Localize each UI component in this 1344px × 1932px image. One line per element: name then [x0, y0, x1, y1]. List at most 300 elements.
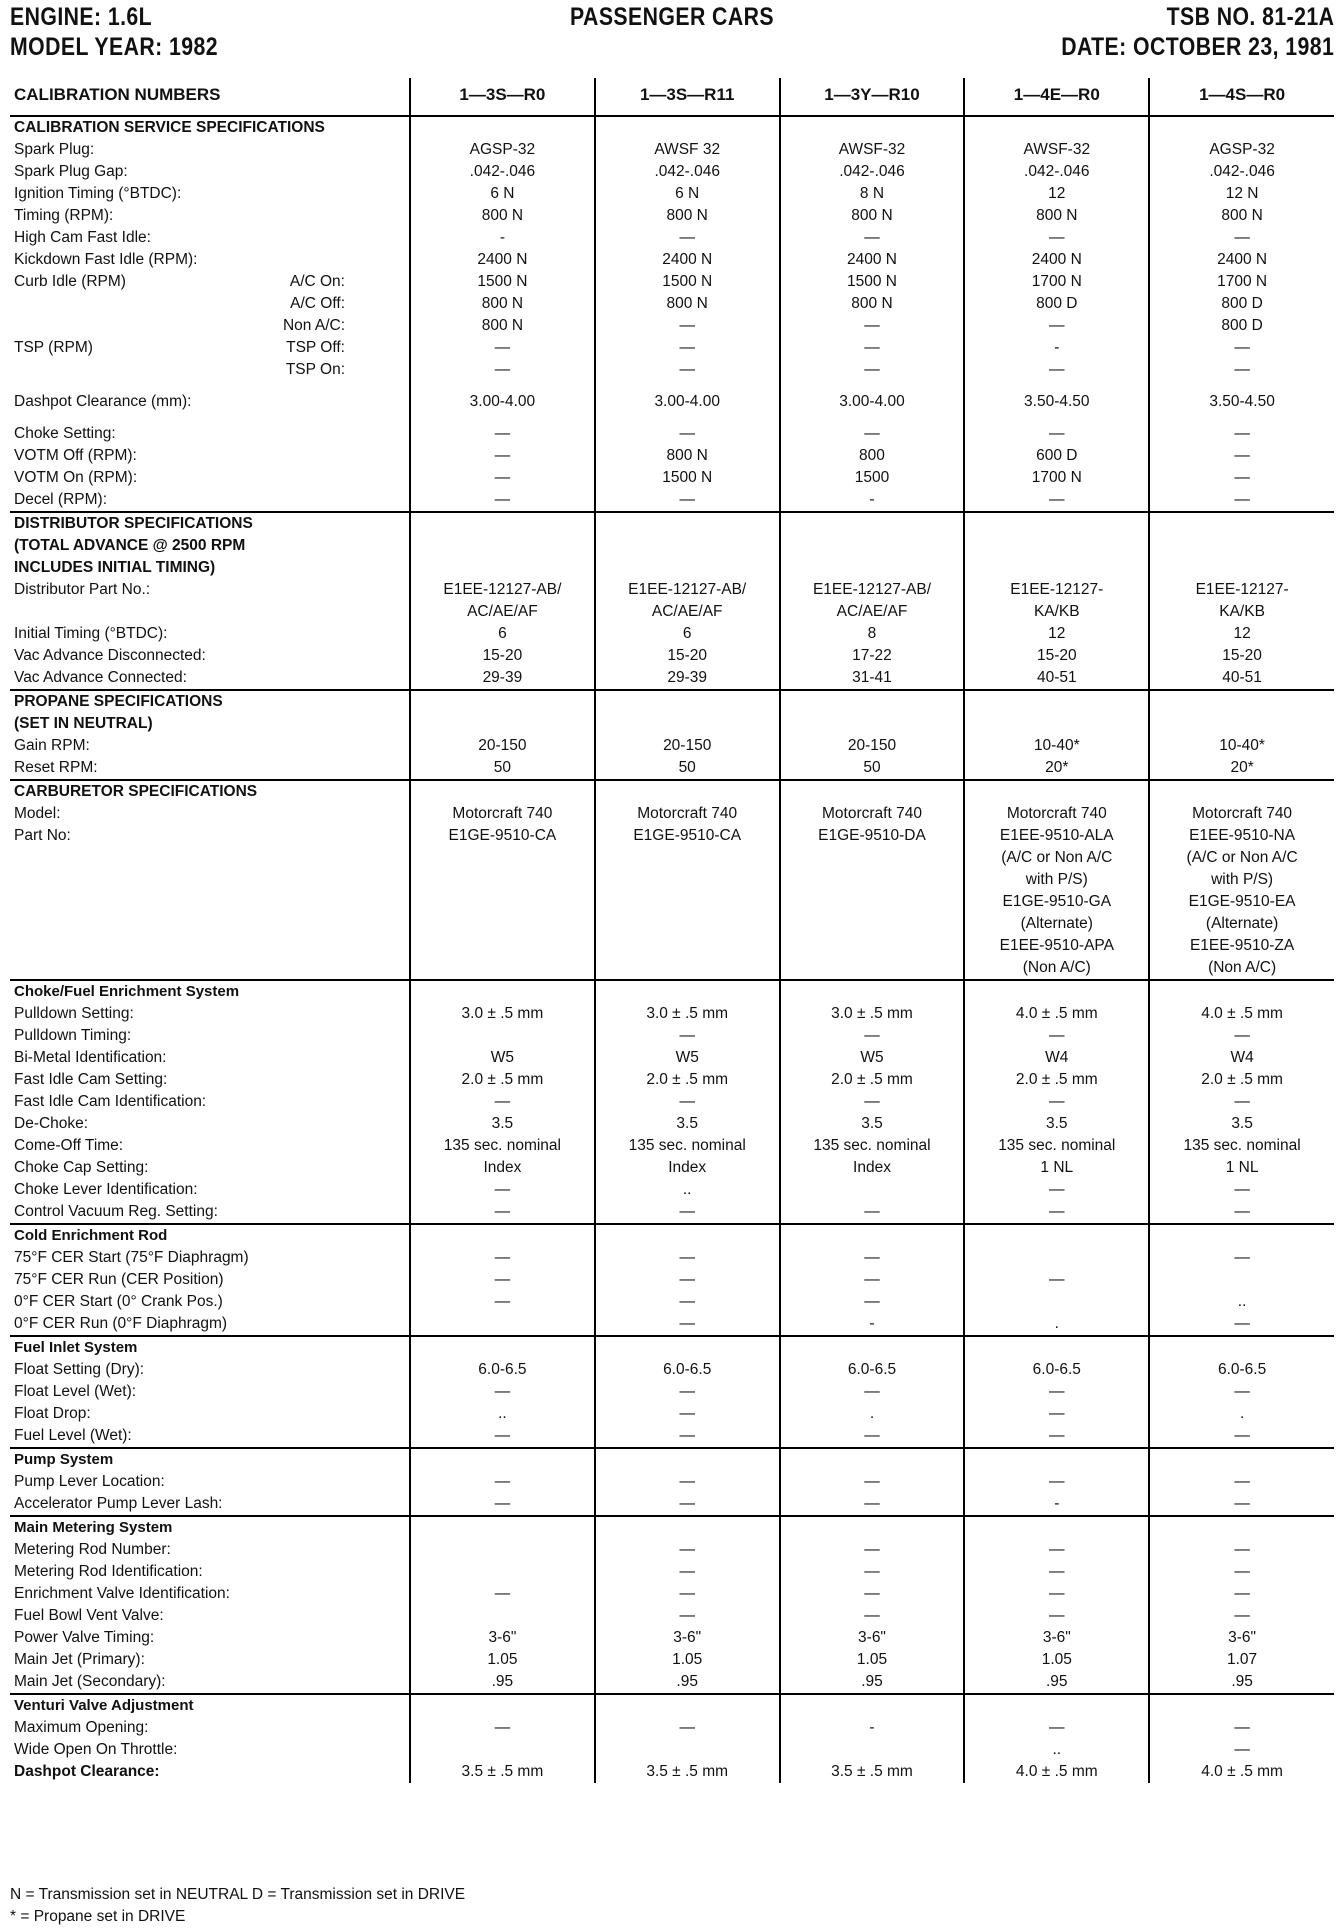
spec-label: Part No:	[14, 827, 71, 844]
document-category: PASSENGER CARS	[570, 3, 774, 31]
section-heading-row	[10, 690, 1334, 713]
spec-row	[10, 423, 1334, 445]
spec-value: —	[964, 1201, 1149, 1224]
spec-value: 2400 N	[1149, 249, 1334, 271]
spec-value: —	[1149, 1583, 1334, 1605]
spec-value: 800 N	[780, 293, 965, 315]
calibration-column-header: 1—3S—R0	[410, 78, 595, 116]
value-cell-empty	[780, 1224, 965, 1247]
spec-value: —	[595, 1381, 780, 1403]
spec-value: —	[595, 359, 780, 381]
spec-label	[10, 957, 410, 980]
spec-value: 1.05	[410, 1649, 595, 1671]
spec-value: —	[410, 1381, 595, 1403]
engine-label: ENGINE: 1.6L	[10, 3, 153, 31]
spec-value: AWSF-32	[780, 139, 965, 161]
section-heading-row	[10, 1694, 1334, 1717]
value-cell-empty	[410, 1694, 595, 1717]
spec-value: 3.0 ± .5 mm	[410, 1003, 595, 1025]
spec-row	[10, 315, 1334, 337]
spec-value: —	[1149, 1561, 1334, 1583]
spec-label: Reset RPM:	[14, 759, 98, 776]
spec-value: E1GE-9510-CA	[595, 825, 780, 847]
spec-row	[10, 1761, 1334, 1783]
spec-value: W4	[1149, 1047, 1334, 1069]
value-cell-empty	[595, 1694, 780, 1717]
spec-value: —	[1149, 1381, 1334, 1403]
spec-value: 40-51	[1149, 667, 1334, 690]
spec-value	[595, 913, 780, 935]
spec-value: W4	[964, 1047, 1149, 1069]
spec-value: 20*	[1149, 757, 1334, 780]
spec-row	[10, 359, 1334, 381]
spec-value: 2400 N	[410, 249, 595, 271]
value-cell-empty	[410, 713, 595, 735]
spec-label	[10, 935, 410, 957]
spec-value: E1EE-9510-ALA	[964, 825, 1149, 847]
spec-value: 1500 N	[595, 467, 780, 489]
spec-value: 29-39	[410, 667, 595, 690]
spec-value: E1EE-12127-	[964, 579, 1149, 601]
spec-label: Control Vacuum Reg. Setting:	[14, 1203, 218, 1220]
spec-value: 15-20	[964, 645, 1149, 667]
value-cell-empty	[410, 690, 595, 713]
spec-value: —	[410, 489, 595, 512]
value-cell-empty	[410, 557, 595, 579]
value-cell-empty	[595, 980, 780, 1003]
spec-row	[10, 735, 1334, 757]
spec-value: —	[410, 445, 595, 467]
spec-value	[410, 1561, 595, 1583]
subsection-heading: Venturi Valve Adjustment	[10, 1694, 410, 1717]
spec-value: —	[964, 1539, 1149, 1561]
spec-row	[10, 1359, 1334, 1381]
spec-value: 3.00-4.00	[595, 391, 780, 413]
spec-row	[10, 293, 1334, 315]
spec-value: 6.0-6.5	[1149, 1359, 1334, 1381]
spec-value: 800 N	[595, 205, 780, 227]
spec-label: Spark Plug Gap:	[14, 163, 128, 180]
section-heading: (SET IN NEUTRAL)	[14, 715, 153, 732]
spec-value: 800 D	[1149, 315, 1334, 337]
subsection-heading: Main Metering System	[10, 1516, 410, 1539]
spec-value: 1700 N	[964, 271, 1149, 293]
spec-value: .95	[780, 1671, 965, 1694]
spec-value	[780, 957, 965, 980]
spec-value	[595, 847, 780, 869]
spec-value	[780, 869, 965, 891]
value-cell-empty	[1149, 780, 1334, 803]
spec-value: .042-.046	[410, 161, 595, 183]
spec-label: Float Level (Wet):	[14, 1383, 137, 1400]
spec-qualifier: A/C Off:	[290, 295, 345, 312]
spec-value: E1EE-12127-AB/	[595, 579, 780, 601]
spec-label: Pump Lever Location:	[14, 1473, 165, 1490]
value-cell-empty	[780, 1516, 965, 1539]
spec-label: Come-Off Time:	[14, 1137, 124, 1154]
spec-row	[10, 1539, 1334, 1561]
spec-row	[10, 337, 1334, 359]
spec-row	[10, 1135, 1334, 1157]
spec-value: 3.0 ± .5 mm	[780, 1003, 965, 1025]
spec-value: —	[1149, 337, 1334, 359]
value-cell-empty	[780, 780, 965, 803]
spec-label: Choke Setting:	[14, 425, 116, 442]
tsb-number: TSB NO. 81-21A	[1166, 3, 1334, 31]
calibration-header-row	[10, 78, 1334, 116]
spec-value: 800 D	[1149, 293, 1334, 315]
spec-row	[10, 1627, 1334, 1649]
spec-value: 3.5	[410, 1113, 595, 1135]
spec-value: 4.0 ± .5 mm	[964, 1761, 1149, 1783]
spec-row	[10, 757, 1334, 780]
spec-row	[10, 579, 1334, 601]
spec-value: —	[964, 1583, 1149, 1605]
spec-row	[10, 391, 1334, 413]
value-cell-empty	[964, 1448, 1149, 1471]
tsb-date: DATE: OCTOBER 23, 1981	[1060, 33, 1334, 61]
spec-value	[410, 1025, 595, 1047]
spec-label: Spark Plug:	[14, 141, 95, 158]
spec-value: 3.5	[595, 1113, 780, 1135]
spacer-cell	[10, 413, 410, 423]
spec-row	[10, 1561, 1334, 1583]
spec-label	[10, 847, 410, 869]
spec-value: —	[595, 1539, 780, 1561]
spec-value: —	[595, 1247, 780, 1269]
spec-qualifier: TSP On:	[285, 361, 345, 378]
spec-value: AGSP-32	[410, 139, 595, 161]
spec-value: 20-150	[780, 735, 965, 757]
spec-value: —	[595, 1583, 780, 1605]
spec-qualifier: TSP Off:	[286, 339, 345, 356]
spec-value: ..	[964, 1739, 1149, 1761]
spec-value: 800 D	[964, 293, 1149, 315]
spec-value: 135 sec. nominal	[595, 1135, 780, 1157]
spec-value: 3-6"	[964, 1627, 1149, 1649]
spec-value: with P/S)	[964, 869, 1149, 891]
spec-value: -	[964, 1493, 1149, 1516]
spec-value: —	[780, 1561, 965, 1583]
calibration-column-header: 1—4S—R0	[1149, 78, 1334, 116]
spec-value: 3.5	[780, 1113, 965, 1135]
spec-value: —	[1149, 1201, 1334, 1224]
value-cell-empty	[1149, 535, 1334, 557]
spec-value: .042-.046	[595, 161, 780, 183]
value-cell-empty	[1149, 1448, 1334, 1471]
spec-value: Index	[595, 1157, 780, 1179]
spec-value: —	[410, 1493, 595, 1516]
spec-value: Motorcraft 740	[595, 803, 780, 825]
spec-value: —	[964, 359, 1149, 381]
spec-row	[10, 1091, 1334, 1113]
spec-value: 800 N	[595, 293, 780, 315]
value-cell-empty	[780, 1694, 965, 1717]
spec-value: —	[780, 1471, 965, 1493]
spec-value: 50	[410, 757, 595, 780]
spec-value: —	[595, 1291, 780, 1313]
spec-value: E1EE-12127-	[1149, 579, 1334, 601]
spec-value: 800 N	[780, 205, 965, 227]
spec-value: 1 NL	[964, 1157, 1149, 1179]
spacer-cell	[410, 413, 595, 423]
spec-row	[10, 489, 1334, 512]
spec-value: 6.0-6.5	[780, 1359, 965, 1381]
spec-value: —	[1149, 1493, 1334, 1516]
spec-value: E1GE-9510-DA	[780, 825, 965, 847]
spec-value: (Alternate)	[964, 913, 1149, 935]
spec-label	[10, 869, 410, 891]
spec-value	[964, 1247, 1149, 1269]
spec-label	[10, 337, 410, 359]
spec-label: Main Jet (Secondary):	[14, 1673, 166, 1690]
spec-value: —	[964, 1717, 1149, 1739]
spec-label: 75°F CER Run (CER Position)	[14, 1271, 224, 1288]
spec-label: De-Choke:	[14, 1115, 89, 1132]
spec-value: KA/KB	[1149, 601, 1334, 623]
value-cell-empty	[780, 512, 965, 535]
spec-value	[780, 913, 965, 935]
spec-value: —	[1149, 1471, 1334, 1493]
spec-value: AWSF-32	[964, 139, 1149, 161]
spec-label: Dashpot Clearance:	[14, 1763, 160, 1780]
value-cell-empty	[780, 557, 965, 579]
spec-value: 4.0 ± .5 mm	[1149, 1761, 1334, 1783]
spacer-cell	[780, 413, 965, 423]
spec-value: E1EE-9510-NA	[1149, 825, 1334, 847]
value-cell-empty	[595, 1224, 780, 1247]
spec-value: W5	[595, 1047, 780, 1069]
spec-value: 800 N	[964, 205, 1149, 227]
value-cell-empty	[780, 690, 965, 713]
spec-label-text: Curb Idle (RPM)	[14, 273, 126, 290]
spec-value: —	[964, 1269, 1149, 1291]
spec-value: —	[595, 1313, 780, 1336]
section-heading-row	[10, 1448, 1334, 1471]
spec-value: E1EE-12127-AB/	[780, 579, 965, 601]
spec-value: —	[964, 489, 1149, 512]
spec-label: 0°F CER Start (0° Crank Pos.)	[14, 1293, 223, 1310]
spec-value: —	[595, 1091, 780, 1113]
spec-label: Choke Lever Identification:	[14, 1181, 198, 1198]
footnote-transmission: N = Transmission set in NEUTRAL D = Transmission set in DRIVE	[10, 1886, 466, 1903]
section-heading-row	[10, 116, 1334, 139]
value-cell-empty	[780, 116, 965, 139]
spec-value: .95	[1149, 1671, 1334, 1694]
spec-label: Pulldown Setting:	[14, 1005, 134, 1022]
spec-value: ..	[1149, 1291, 1334, 1313]
spec-row	[10, 1157, 1334, 1179]
spec-label: High Cam Fast Idle:	[14, 229, 151, 246]
value-cell-empty	[964, 980, 1149, 1003]
spec-row	[10, 1201, 1334, 1224]
section-heading-row	[10, 1516, 1334, 1539]
spec-value: -	[780, 1717, 965, 1739]
spec-value: 3.50-4.50	[1149, 391, 1334, 413]
value-cell-empty	[410, 1448, 595, 1471]
spec-value: (Non A/C)	[964, 957, 1149, 980]
spec-value: 50	[780, 757, 965, 780]
spec-value: —	[595, 489, 780, 512]
spec-value: -	[780, 489, 965, 512]
spec-value: 1500 N	[595, 271, 780, 293]
spec-label	[10, 601, 410, 623]
spec-value: —	[595, 315, 780, 337]
spec-value: —	[1149, 227, 1334, 249]
spec-value: 800 N	[410, 205, 595, 227]
spec-value: E1GE-9510-GA	[964, 891, 1149, 913]
spec-row	[10, 1291, 1334, 1313]
spec-value: 600 D	[964, 445, 1149, 467]
spec-value: E1GE-9510-CA	[410, 825, 595, 847]
spec-label: VOTM On (RPM):	[14, 469, 138, 486]
spec-value: 1 NL	[1149, 1157, 1334, 1179]
subsection-heading: Cold Enrichment Rod	[10, 1224, 410, 1247]
spec-value: 6	[595, 623, 780, 645]
value-cell-empty	[595, 1448, 780, 1471]
spec-value: —	[964, 1403, 1149, 1425]
spec-value: 3.00-4.00	[410, 391, 595, 413]
value-cell-empty	[595, 116, 780, 139]
value-cell-empty	[964, 535, 1149, 557]
spec-value: ..	[595, 1179, 780, 1201]
spec-row	[10, 847, 1334, 869]
spec-row	[10, 445, 1334, 467]
spec-value: 6.0-6.5	[964, 1359, 1149, 1381]
spec-value: 6	[410, 623, 595, 645]
spec-value: 3.50-4.50	[964, 391, 1149, 413]
spec-value: 6 N	[595, 183, 780, 205]
value-cell-empty	[780, 980, 965, 1003]
value-cell-empty	[595, 1516, 780, 1539]
spec-label: Vac Advance Disconnected:	[14, 647, 206, 664]
spec-value: —	[595, 1201, 780, 1224]
spec-label: Fast Idle Cam Setting:	[14, 1071, 168, 1088]
spec-value: —	[1149, 1313, 1334, 1336]
spec-row	[10, 1247, 1334, 1269]
spec-label	[10, 359, 410, 381]
spec-value: 1.05	[595, 1649, 780, 1671]
spec-value: -	[410, 227, 595, 249]
spec-value: —	[1149, 1179, 1334, 1201]
spec-label: Gain RPM:	[14, 737, 90, 754]
spec-label: Enrichment Valve Identification:	[14, 1585, 230, 1602]
spec-row	[10, 1403, 1334, 1425]
spec-value: 29-39	[595, 667, 780, 690]
spec-value: —	[780, 1493, 965, 1516]
spec-label: Float Setting (Dry):	[14, 1361, 145, 1378]
spacer-cell	[595, 413, 780, 423]
spec-value	[595, 957, 780, 980]
spec-value: —	[780, 337, 965, 359]
section-heading-row	[10, 1224, 1334, 1247]
spec-row	[10, 1425, 1334, 1448]
spec-value: —	[780, 227, 965, 249]
spec-value: —	[595, 1425, 780, 1448]
spec-value: (A/C or Non A/C	[1149, 847, 1334, 869]
spec-value: .042-.046	[780, 161, 965, 183]
spec-value: —	[780, 1091, 965, 1113]
spec-value: —	[964, 1381, 1149, 1403]
spec-value: 4.0 ± .5 mm	[1149, 1003, 1334, 1025]
spec-value: —	[595, 1493, 780, 1516]
value-cell-empty	[1149, 1224, 1334, 1247]
spec-value: —	[780, 1539, 965, 1561]
spacer-cell	[964, 413, 1149, 423]
spec-row	[10, 1113, 1334, 1135]
spec-value: 10-40*	[964, 735, 1149, 757]
spec-value: 8 N	[780, 183, 965, 205]
value-cell-empty	[964, 116, 1149, 139]
spec-value: —	[964, 1025, 1149, 1047]
spec-value	[410, 891, 595, 913]
spec-value: —	[964, 423, 1149, 445]
spec-value: —	[1149, 1425, 1334, 1448]
spec-value: —	[410, 1425, 595, 1448]
value-cell-empty	[964, 1694, 1149, 1717]
spec-value: 17-22	[780, 645, 965, 667]
spec-value: 15-20	[1149, 645, 1334, 667]
spec-value: 1500	[780, 467, 965, 489]
value-cell-empty	[410, 512, 595, 535]
spec-value: —	[780, 315, 965, 337]
section-heading-row	[10, 557, 1334, 579]
spec-value	[410, 847, 595, 869]
value-cell-empty	[964, 1336, 1149, 1359]
value-cell-empty	[964, 557, 1149, 579]
spec-row	[10, 1313, 1334, 1336]
spec-label: Main Jet (Primary):	[14, 1651, 145, 1668]
spec-value: —	[410, 337, 595, 359]
calibration-column-header: 1—3S—R11	[595, 78, 780, 116]
spec-value: —	[780, 1025, 965, 1047]
spec-label: Dashpot Clearance (mm):	[14, 393, 192, 410]
spec-label: 0°F CER Run (0°F Diaphragm)	[14, 1315, 228, 1332]
spec-row	[10, 183, 1334, 205]
value-cell-empty	[410, 116, 595, 139]
value-cell-empty	[595, 1336, 780, 1359]
spec-value: 10-40*	[1149, 735, 1334, 757]
section-heading-row	[10, 780, 1334, 803]
spec-value: —	[1149, 1091, 1334, 1113]
value-cell-empty	[1149, 713, 1334, 735]
spec-value: 12	[1149, 623, 1334, 645]
spec-label: Model:	[14, 805, 61, 822]
spec-value: —	[780, 1201, 965, 1224]
spec-label: Choke Cap Setting:	[14, 1159, 149, 1176]
spec-value: 2.0 ± .5 mm	[964, 1069, 1149, 1091]
spec-value: 3.5 ± .5 mm	[595, 1761, 780, 1783]
spec-row	[10, 1025, 1334, 1047]
spec-value: 2.0 ± .5 mm	[1149, 1069, 1334, 1091]
spec-value: 3.5 ± .5 mm	[410, 1761, 595, 1783]
spec-value: .95	[410, 1671, 595, 1694]
spec-row	[10, 1583, 1334, 1605]
spacer-cell	[595, 381, 780, 391]
spec-value	[410, 1605, 595, 1627]
spec-value	[410, 935, 595, 957]
spec-value: W5	[780, 1047, 965, 1069]
spec-value: .	[1149, 1403, 1334, 1425]
spec-label: Power Valve Timing:	[14, 1629, 155, 1646]
value-cell-empty	[964, 512, 1149, 535]
spec-value: —	[410, 1471, 595, 1493]
spec-value: —	[410, 467, 595, 489]
value-cell-empty	[410, 1336, 595, 1359]
spec-value: .95	[964, 1671, 1149, 1694]
spec-row	[10, 935, 1334, 957]
section-heading: DISTRIBUTOR SPECIFICATIONS	[10, 512, 410, 535]
